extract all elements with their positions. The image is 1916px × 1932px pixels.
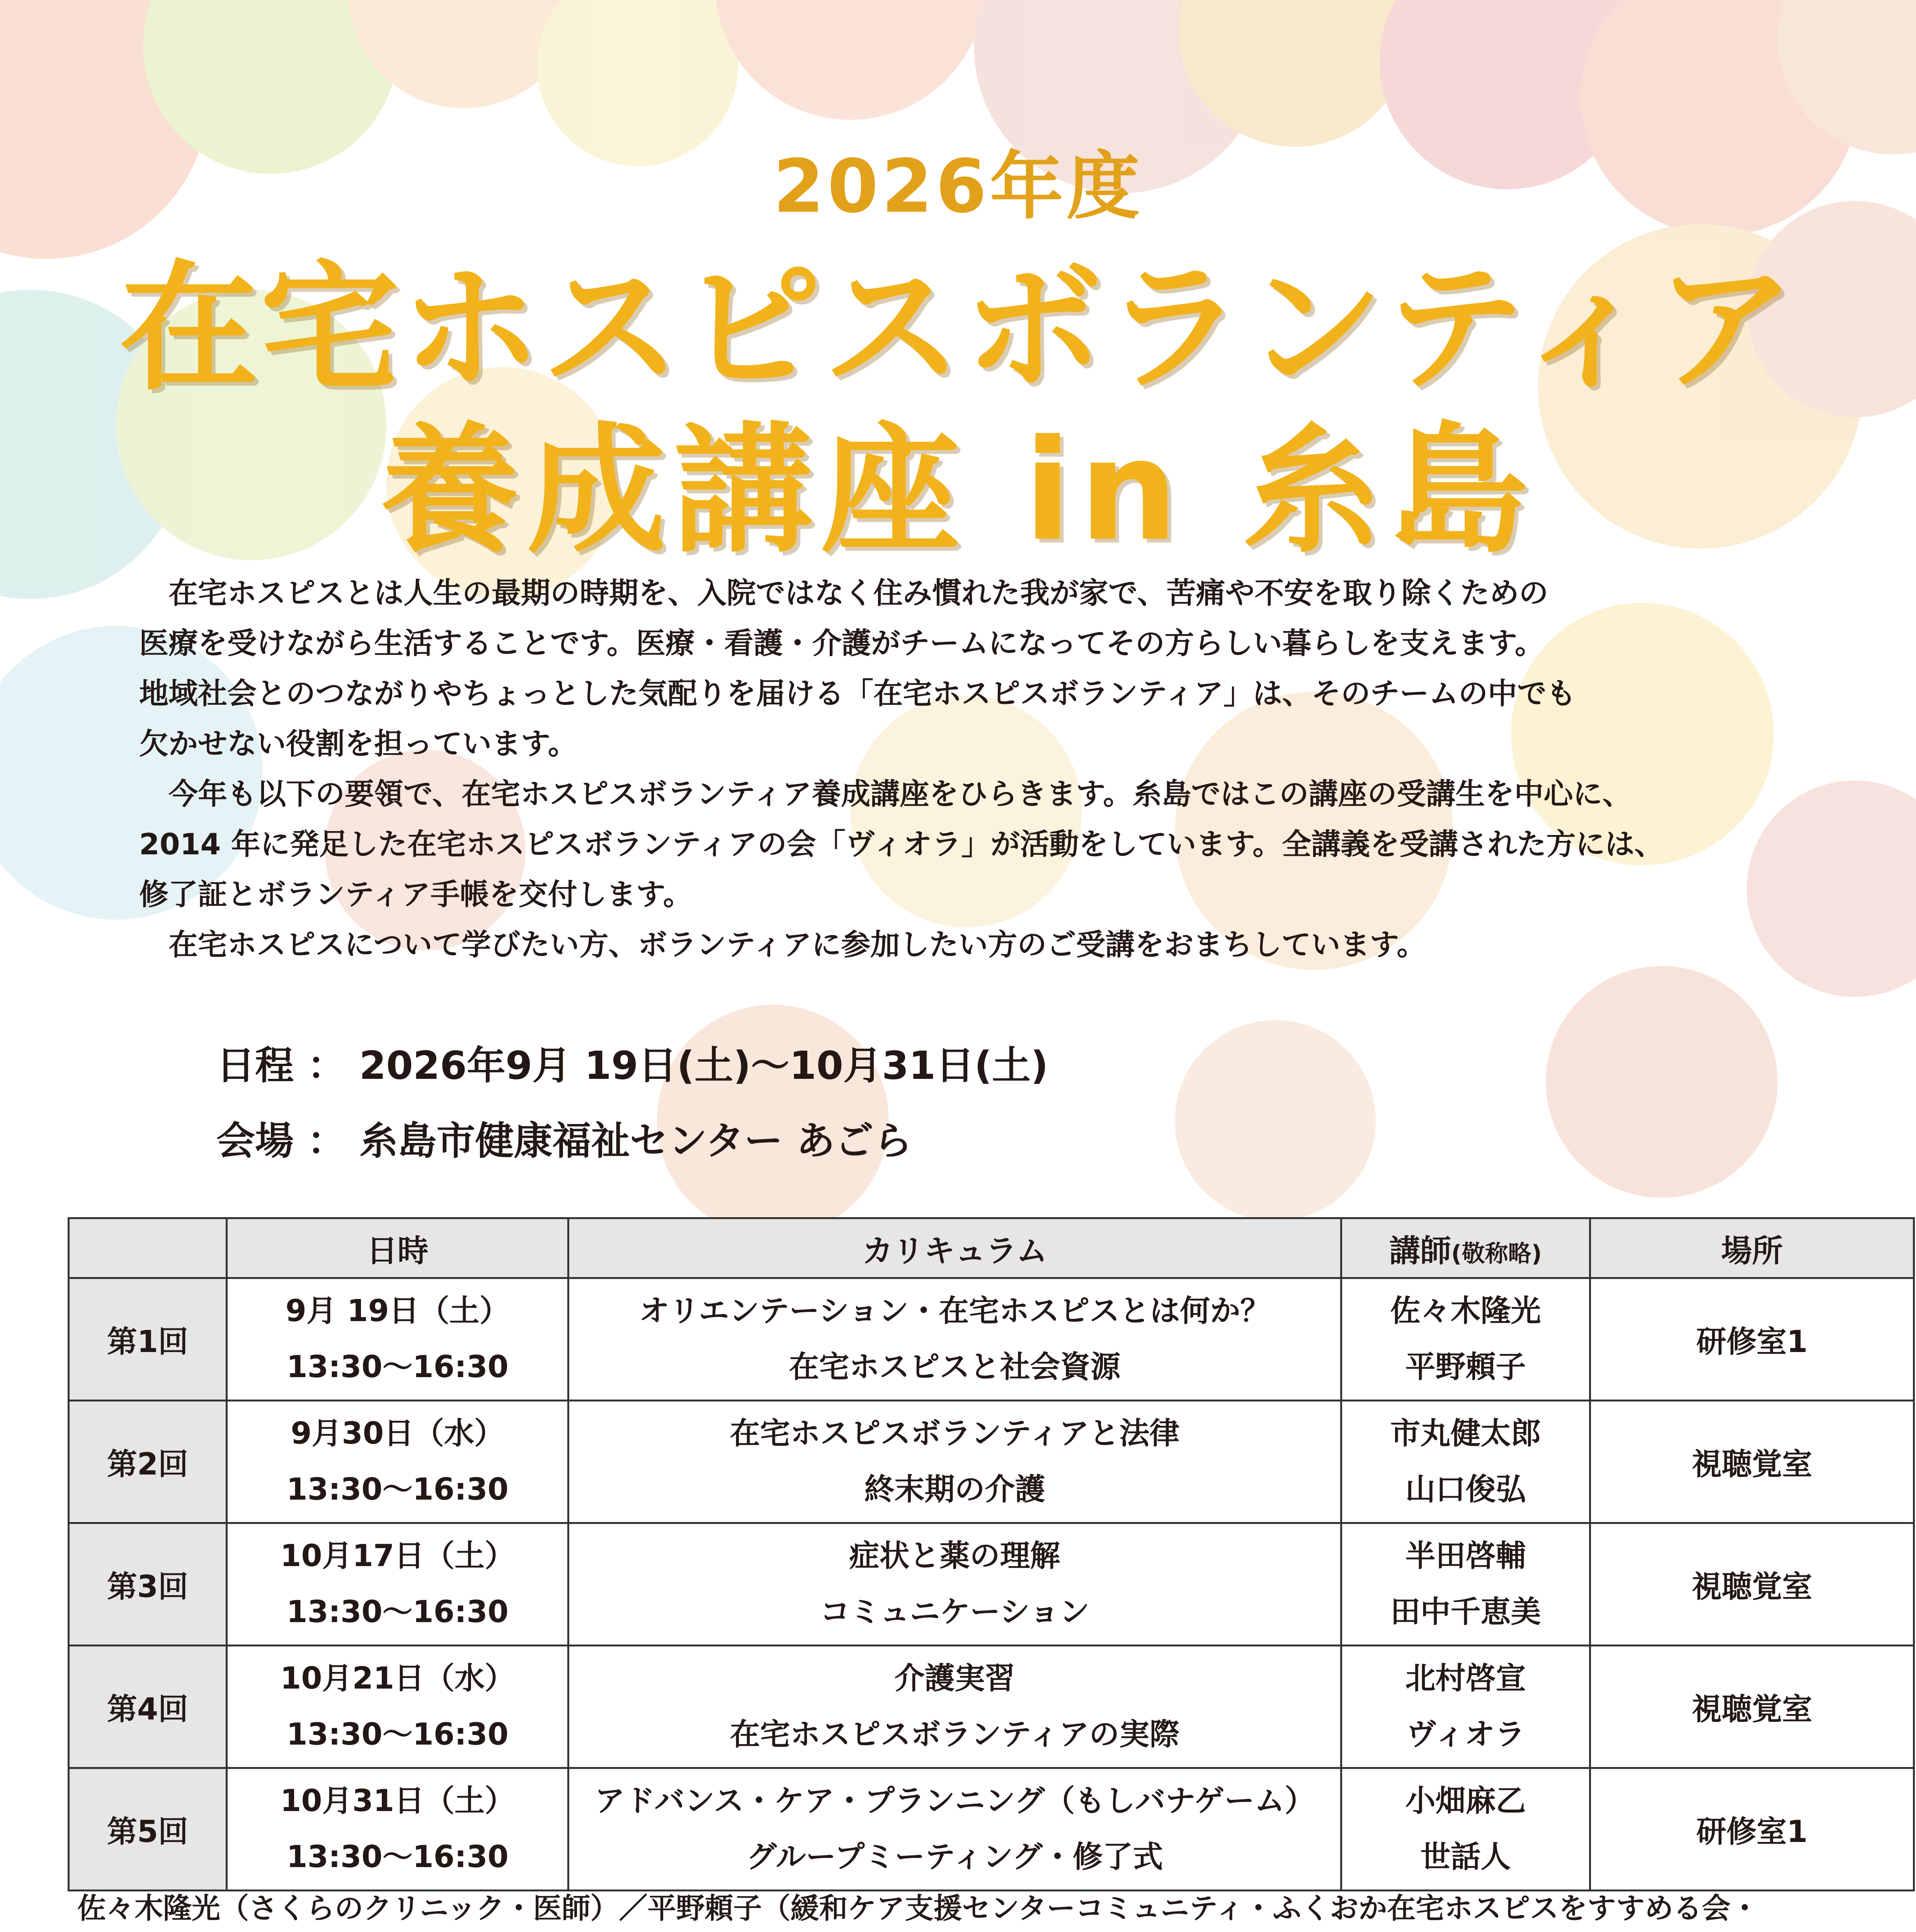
- time-text: 13:30～16:30: [286, 1840, 509, 1874]
- topic-text: 終末期の介護: [864, 1472, 1045, 1507]
- header-lecturer: [1341, 1218, 1590, 1278]
- intro-line: 今年も以下の要領で、在宅ホスピスボランティア養成講座をひらきます。糸島ではこの講座の受講生を中心に、: [168, 777, 1632, 811]
- intro-line: 2014 年に発足した在宅ホスピスボランティアの会「ヴィオラ」が活動をしています。全講義を受講された方には、: [139, 827, 1664, 861]
- title-line-1: 在宅ホスピスボランティア: [119, 247, 1797, 409]
- topic-text: 在宅ホスピスボランティアと法律: [730, 1416, 1180, 1451]
- lecturer-cell: [1341, 1523, 1590, 1646]
- lecturer-text: 田中千恵美: [1390, 1595, 1541, 1629]
- table-row: [69, 1401, 1914, 1523]
- round-cell: 第5回: [69, 1768, 227, 1891]
- title-year: 2026年度: [773, 144, 1143, 229]
- header-curriculum: カリキュラム: [568, 1218, 1341, 1278]
- round-cell: 第1回: [69, 1278, 227, 1401]
- lecturer-profile-line: 佐々木隆光（さくらのクリニック・医師）／平野頼子（緩和ケア支援センターコミュニティ・ふくおか在宅ホスピスをすすめる会・: [77, 1892, 1759, 1925]
- lecturer-text: 半田啓輔: [1405, 1539, 1526, 1573]
- place-cell: 研修室1: [1590, 1768, 1914, 1891]
- table-header-row: [69, 1218, 1914, 1278]
- intro-line: 医療を受けながら生活することです。医療・看護・介護がチームになってその方らしい暮らしを支えます。: [139, 626, 1544, 660]
- lecturer-text: ヴィオラ: [1406, 1717, 1525, 1752]
- topic-text: アドバンス・ケア・プランニング（もしバナゲーム）: [594, 1784, 1315, 1818]
- lecturer-text: 平野頼子: [1405, 1350, 1526, 1384]
- table-row: [69, 1768, 1914, 1891]
- curriculum-cell: [568, 1523, 1341, 1646]
- lecturer-profiles: [77, 1882, 1855, 1932]
- intro-line: 欠かせない役割を担っています。: [139, 726, 577, 761]
- lecturer-text: 山口俊弘: [1405, 1472, 1526, 1507]
- table-row: [69, 1523, 1914, 1646]
- table-row: [69, 1278, 1914, 1401]
- intro-line: 修了証とボランティア手帳を交付します。: [139, 877, 693, 912]
- date-text: 9月30日（水）: [291, 1416, 505, 1451]
- place-cell: 視聴覚室: [1590, 1646, 1914, 1768]
- datetime-cell: [227, 1768, 568, 1891]
- time-text: 13:30～16:30: [286, 1350, 509, 1384]
- lecturer-cell: [1341, 1768, 1590, 1891]
- header-datetime: 日時: [227, 1218, 568, 1278]
- header-lecturer-note: (敬称略): [1451, 1240, 1542, 1267]
- title-line-2: 養成講座 in 糸島: [380, 410, 1536, 571]
- lecturer-cell: [1341, 1401, 1590, 1523]
- lecturer-text: 佐々木隆光: [1390, 1294, 1541, 1328]
- lecturer-text: 世話人: [1420, 1840, 1511, 1874]
- topic-text: 症状と薬の理解: [849, 1539, 1060, 1573]
- curriculum-cell: [568, 1278, 1341, 1401]
- time-text: 13:30～16:30: [286, 1717, 509, 1752]
- header-lecturer-label: 講師: [1389, 1233, 1451, 1269]
- table-row: [69, 1646, 1914, 1768]
- curriculum-cell: [568, 1768, 1341, 1891]
- datetime-cell: [227, 1401, 568, 1523]
- datetime-cell: [227, 1278, 568, 1401]
- datetime-cell: [227, 1646, 568, 1768]
- intro-line: 在宅ホスピスについて学びたい方、ボランティアに参加したい方のご受講をおまちしています。: [168, 927, 1426, 962]
- curriculum-cell: [568, 1401, 1341, 1523]
- schedule-date: 日程 ： 2026年9月 19日(土)～10月31日(土): [216, 1043, 1048, 1088]
- topic-text: オリエンテーション・在宅ホスピスとは何か？: [639, 1294, 1271, 1328]
- topic-text: 介護実習: [894, 1661, 1015, 1696]
- date-text: 10月21日（水）: [280, 1661, 515, 1696]
- date-text: 9月 19日（土）: [285, 1294, 510, 1328]
- intro-line: 在宅ホスピスとは人生の最期の時期を、入院ではなく住み慣れた我が家で、苦痛や不安を取り除くための: [168, 576, 1548, 610]
- intro-line: 地域社会とのつながりやちょっとした気配りを届ける「在宅ホスピスボランティア」は、そのチームの中でも: [139, 676, 1576, 711]
- topic-text: 在宅ホスピスボランティアの実際: [730, 1717, 1180, 1752]
- lecturer-text: 北村啓宣: [1405, 1661, 1526, 1696]
- header-place: 場所: [1590, 1218, 1914, 1278]
- date-text: 10月17日（土）: [280, 1539, 515, 1573]
- topic-text: グループミーティング・修了式: [746, 1840, 1163, 1874]
- lecturer-text: 小畑麻乙: [1405, 1784, 1526, 1818]
- topic-text: 在宅ホスピスと社会資源: [789, 1350, 1121, 1384]
- schedule-info: [216, 1028, 1048, 1179]
- place-cell: 研修室1: [1590, 1278, 1914, 1401]
- round-cell: 第2回: [69, 1401, 227, 1523]
- header-round: [69, 1218, 227, 1278]
- place-cell: 視聴覚室: [1590, 1401, 1914, 1523]
- schedule-venue: 会場 ： 糸島市健康福祉センター あごら: [216, 1118, 912, 1163]
- time-text: 13:30～16:30: [286, 1472, 509, 1507]
- round-cell: 第4回: [69, 1646, 227, 1768]
- intro-text: [139, 568, 1801, 970]
- time-text: 13:30～16:30: [286, 1595, 509, 1629]
- lecturer-cell: [1341, 1646, 1590, 1768]
- curriculum-table: [68, 1217, 1915, 1891]
- round-cell: 第3回: [69, 1523, 227, 1646]
- date-text: 10月31日（土）: [280, 1784, 515, 1818]
- place-cell: 視聴覚室: [1590, 1523, 1914, 1646]
- lecturer-text: 市丸健太郎: [1390, 1416, 1541, 1451]
- lecturer-cell: [1341, 1278, 1590, 1401]
- topic-text: コミュニケーション: [820, 1595, 1090, 1629]
- datetime-cell: [227, 1523, 568, 1646]
- curriculum-cell: [568, 1646, 1341, 1768]
